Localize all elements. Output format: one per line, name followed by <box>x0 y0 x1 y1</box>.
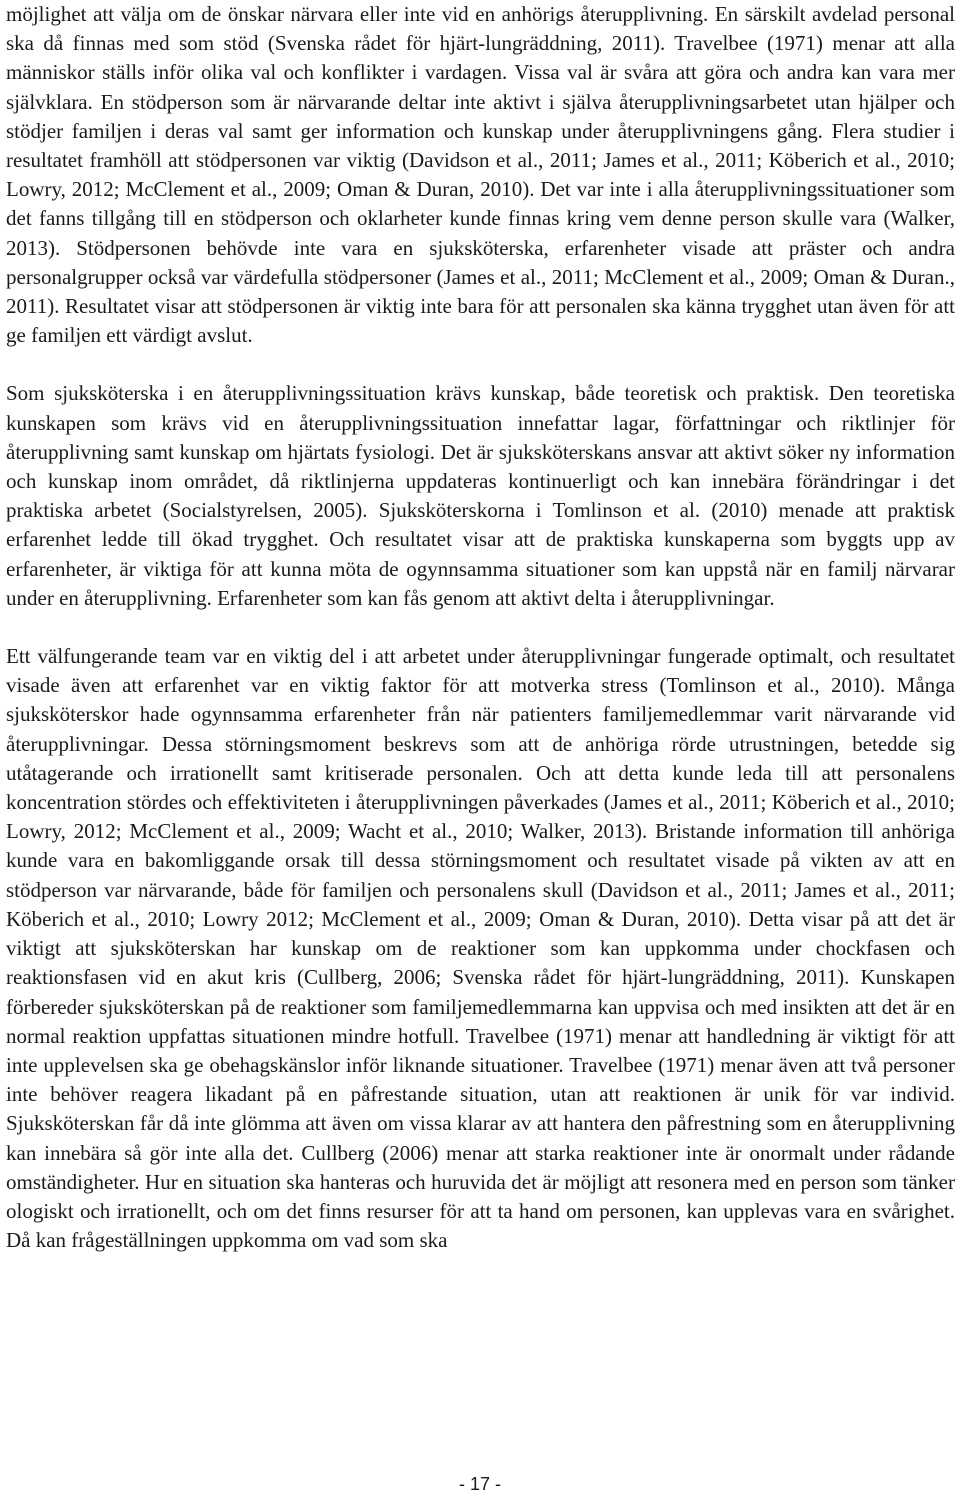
paragraph-teamwork: Ett välfungerande team var en viktig del i att arbetet under återupplivningar fungerade optimalt, och resultatet visade även att erfarenhet var en viktig faktor för att motverka stress (Tomlinson et al., 2010). Många sjuksköterskor hade ogynnsamma erfarenheter från när patienters familjemedlemmar varit närvarande vid återupplivningar. Dessa störningsmoment beskrevs som att de anhöriga rörde utrustningen, betedde sig utåtagerande och irrationellt samt kritiserade personalen. Och att detta kunde leda till att personalens koncentration stördes och effektiviteten i återupplivningen påverkades (James et al., 2011; Köberich et al., 2010; Lowry, 2012; McClement et al., 2009; Wacht et al., 2010; Walker, 2013). Bristande information till anhöriga kunde vara en bakomliggande orsak till dessa störningsmoment och resultatet visade på vikten av att en stödperson var närvarande, både för familjen och personalens skull (Davidson et al., 2011; James et al., 2011; Köberich et al., 2010; Lowry 2012; McClement et al., 2009; Oman & Duran, 2010). Detta visar på att det är viktigt att sjuksköterskan har kunskap om de reaktioner som kan uppkomma under chockfasen och reaktionsfasen vid en akut kris (Cullberg, 2006; Svenska rådet för hjärt-lungräddning, 2011). Kunskapen förbereder sjuksköterskan på de reaktioner som familjemedlemmarna kan uppvisa och med insikten att det är en normal reaktion uppfattas situationen mindre hotfull. Travelbee (1971) menar att handledning är viktigt för att inte upplevelsen ska ge obehagskänslor inför liknande situationer. Travelbee (1971) menar även att två personer inte behöver reagera likadant på en påfrestande situation, utan att reaktionen är unik för var individ. Sjuksköterskan får då inte glömma att även om vissa klarar av att hantera den påfrestning som en återupplivning kan innebära så gör inte alla det. Cullberg (2006) menar att starka reaktioner inte är onormalt under rådande omständigheter. Hur en situation ska hanteras och huruvida det är möjligt att resonera med en person som tänker ologiskt och irrationellt, och om det finns resurser för att ta hand om personen, kan upplevas vara en svårighet. Då kan frågeställningen uppkomma om vad som ska <box>6 644 955 1253</box>
paragraph-knowledge: Som sjuksköterska i en återupplivningssituation krävs kunskap, både teoretisk och praktisk. Den teoretiska kunskapen som krävs vid en återupplivningssituation innefattar lagar, författningar och riktlinjer för återupplivning samt kunskap om hjärtats fysiologi. Det är sjuksköterskans ansvar att aktivt söker ny information och kunskap inom området, då riktlinjerna uppdateras kontinuerligt och kan innebära förändringar i det praktiska arbetet (Socialstyrelsen, 2005). Sjuksköterskorna i Tomlinson et al. (2010) menade att praktisk erfarenhet ledde till ökad trygghet. Och resultatet visar att de praktiska kunskaperna som byggts upp av erfarenheter, är viktiga för att kunna möta de ogynnsamma situationer som kan uppstå när en familj närvarar under en återupplivning. Erfarenheter som kan fås genom att aktivt delta i återupplivningar. <box>6 381 955 610</box>
paragraph-support-person: möjlighet att välja om de önskar närvara eller inte vid en anhörigs återupplivning. En särskilt avdelad personal ska då finnas med som stöd (Svenska rådet för hjärt-lungräddning, 2011). Travelbee (1971) menar att alla människor ställs inför olika val och konflikter i vardagen. Vissa val är svåra att göra och andra kan vara mer självklara. En stödperson som är närvarande deltar inte aktivt i själva återupplivningsarbetet utan hjälper och stödjer familjen i deras val samt ger information och kunskap under återupplivningens gång. Flera studier i resultatet framhöll att stödpersonen var viktig (Davidson et al., 2011; James et al., 2011; Köberich et al., 2010; Lowry, 2012; McClement et al., 2009; Oman & Duran, 2010). Det var inte i alla återupplivningssituationer som det fanns tillgång till en stödperson och oklarheter kunde finnas kring vem denne person skulle vara (Walker, 2013). Stödpersonen behövde inte vara en sjuksköterska, erfarenheter visade att präster och andra personalgrupper också var värdefulla stödpersoner (James et al., 2011; McClement et al., 2009; Oman & Duran., 2011). Resultatet visar att stödpersonen är viktig inte bara för att personalen ska känna trygghet utan även för att ge familjen ett värdigt avslut. <box>6 2 955 348</box>
document-body <box>6 0 955 1284</box>
page-number: - 17 - <box>458 1474 501 1494</box>
